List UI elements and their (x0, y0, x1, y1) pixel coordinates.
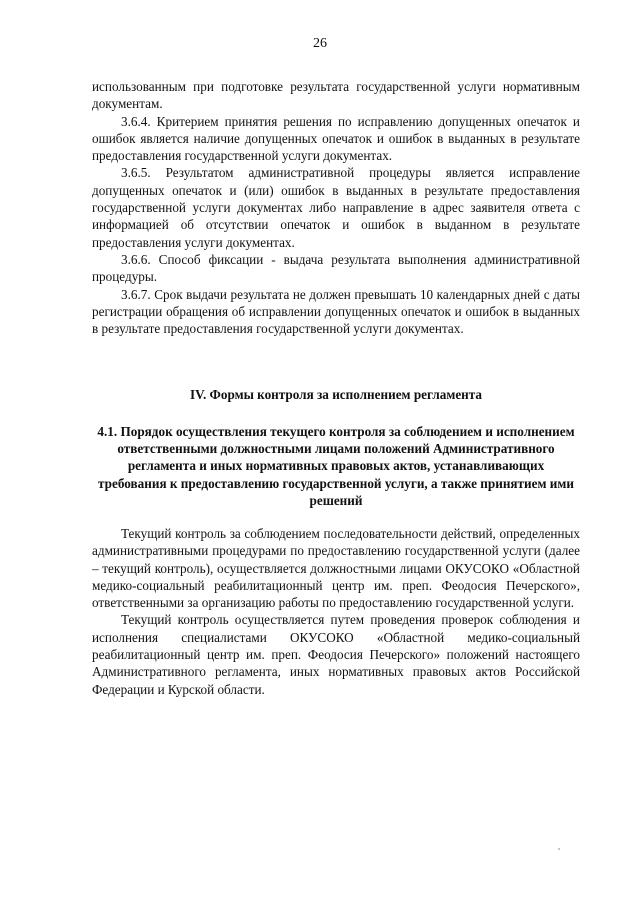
paragraph-3-6-6: 3.6.6. Способ фиксации - выдача результата выполнения административной процедуры. (92, 251, 580, 285)
section-heading: IV. Формы контроля за исполнением регламента (189, 387, 483, 402)
control-text-block (92, 525, 580, 698)
paragraph-control-checks: Текущий контроль осуществляется путем проведения проверок соблюдения и исполнения специалистами ОКУСОКО «Областной медико-социальный реабилитационный центр им. преп. Феодосия Печерского» положений настоящего Административного регламента, иных нормативных правовых актов Российской Федерации и Курской области. (92, 612, 580, 697)
paragraph-3-6-7: 3.6.7. Срок выдачи результата не должен превышать 10 календарных дней с даты регистрации обращения об исправлении допущенных опечаток и ошибок в выданных в результате предоставления государственной услуги документах. (92, 286, 580, 337)
paragraph-continuation: использованным при подготовке результата государственной услуги нормативным документам. (92, 79, 580, 112)
subsection-heading: 4.1. Порядок осуществления текущего контроля за соблюдением и исполнением ответственными должностными лицами положений Административного регламента и иных нормативных правовых актов, устанавливающих требования к предоставлению государственной услуги, а также принятием ими решений (97, 424, 575, 508)
procedure-text-block (92, 78, 580, 337)
paragraph-current-control: Текущий контроль за соблюдением последовательности действий, определенных административными процедурами по предоставлению государственной услуги (далее – текущий контроль), осуществляется должностными лицами ОКУСОКО «Областной медико-социальный реабилитационный центр им. преп. Феодосия Печерского», ответственными за организацию работы по предоставлению государственной услуги. (92, 526, 580, 611)
scan-speck (558, 848, 560, 850)
paragraph-3-6-5: 3.6.5. Результатом административной процедуры является исправление допущенных опечаток и (или) ошибок в выданных в результате предоставления государственной услуги документах либо направление в адрес заявителя ответа с информацией об отсутствии опечаток и ошибок в выданном в результате предоставления услуги документах. (92, 165, 580, 250)
paragraph-3-6-4: 3.6.4. Критерием принятия решения по исправлению допущенных опечаток и ошибок является наличие допущенных опечаток и ошибок в выданных в результате предоставления государственной услуги документах. (92, 113, 580, 164)
page-number: 26 (313, 36, 327, 51)
